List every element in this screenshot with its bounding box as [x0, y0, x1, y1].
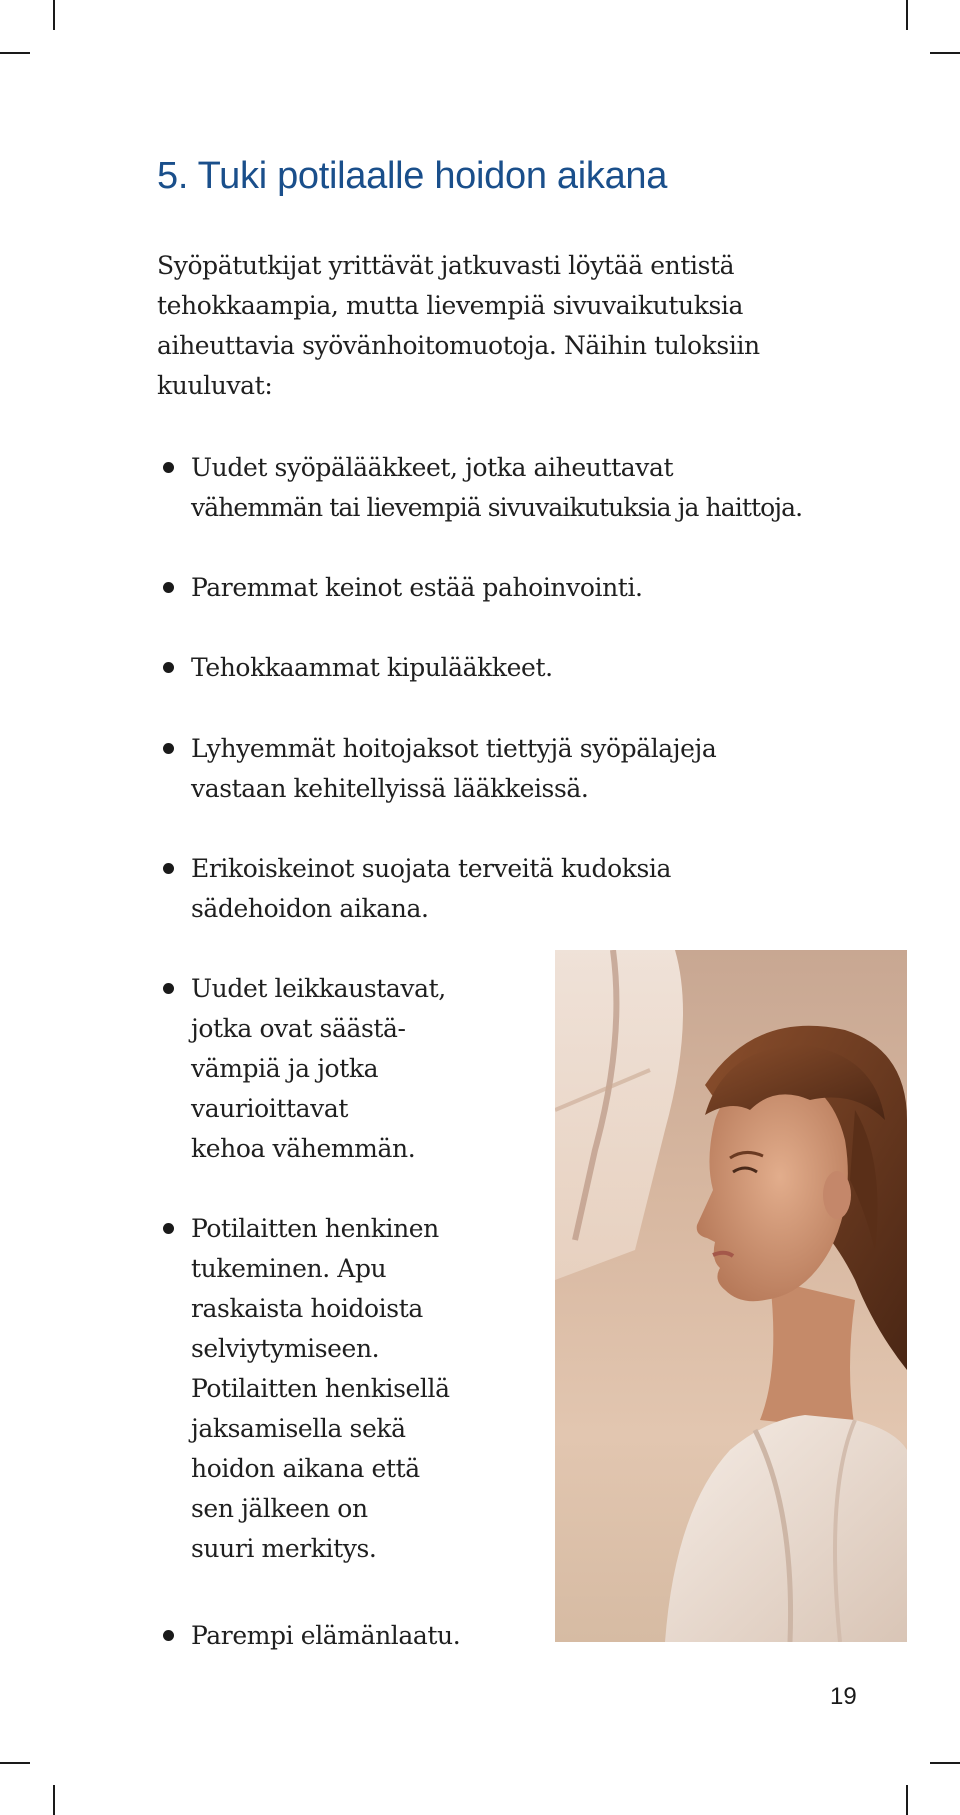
list-item-line: Lyhyemmät hoitojaksot tiettyjä syöpälajeja [191, 734, 717, 763]
list-item-line: selviytymiseen. [191, 1334, 380, 1363]
list-item-line: Potilaitten henkisellä [191, 1374, 450, 1403]
crop-mark [906, 1785, 908, 1815]
list-item-line: Parempi elämänlaatu. [191, 1621, 461, 1650]
page-title: 5. Tuki potilaalle hoidon aikana [157, 155, 668, 197]
bullet-icon [163, 1630, 174, 1641]
intro-paragraph [157, 246, 807, 406]
list-item [157, 849, 671, 929]
crop-mark [906, 0, 908, 30]
bullet-icon [163, 743, 174, 754]
bullet-icon [163, 863, 174, 874]
crop-mark [0, 1762, 30, 1764]
list-item [157, 568, 643, 608]
crop-mark [53, 1785, 55, 1815]
bullet-icon [163, 983, 174, 994]
intro-line: aiheuttavia syövänhoitomuotoja. Näihin tuloksiin [157, 331, 760, 360]
bullet-icon [163, 662, 174, 673]
list-item-line: Tehokkaammat kipulääkkeet. [191, 653, 553, 682]
list-item-line: vämpiä ja jotka [191, 1054, 379, 1083]
list-item [157, 448, 802, 528]
list-item [157, 969, 446, 1169]
bullet-icon [163, 582, 174, 593]
list-item-line: sen jälkeen on [191, 1494, 368, 1523]
intro-line: tehokkaampia, mutta lievempiä sivuvaikutuksia [157, 291, 743, 320]
bullet-icon [163, 1223, 174, 1234]
list-item-line: vastaan kehitellyissä lääkkeissä. [191, 774, 589, 803]
list-item-line: sädehoidon aikana. [191, 894, 429, 923]
list-item-line: jaksamisella sekä [191, 1414, 406, 1443]
list-item-line: tukeminen. Apu [191, 1254, 387, 1283]
list-item-line: raskaista hoidoista [191, 1294, 423, 1323]
list-item-line: Uudet leikkaustavat, [191, 974, 446, 1003]
crop-mark [930, 52, 960, 54]
list-item [157, 1616, 460, 1656]
list-item [157, 1209, 450, 1569]
intro-line: Syöpätutkijat yrittävät jatkuvasti löytää entistä [157, 251, 735, 280]
list-item-line: suuri merkitys. [191, 1534, 377, 1563]
page-number: 19 [830, 1683, 857, 1710]
crop-mark [930, 1762, 960, 1764]
list-item-line: Erikoiskeinot suojata terveitä kudoksia [191, 854, 672, 883]
bullet-icon [163, 462, 174, 473]
woman-portrait-photo [555, 950, 907, 1642]
portrait-illustration [555, 950, 907, 1642]
list-item-line: hoidon aikana että [191, 1454, 420, 1483]
list-item-line: Paremmat keinot estää pahoinvointi. [191, 573, 643, 602]
list-item-line: Uudet syöpälääkkeet, jotka aiheuttavat [191, 453, 674, 482]
list-item-line: kehoa vähemmän. [191, 1134, 416, 1163]
list-item-line: vaurioittavat [191, 1094, 348, 1123]
intro-line: kuuluvat: [157, 371, 273, 400]
list-item-line: Potilaitten henkinen [191, 1214, 439, 1243]
list-item-line: vähemmän tai lievempiä sivuvaikutuksia ja haittoja. [191, 493, 803, 522]
crop-mark [0, 52, 30, 54]
crop-mark [53, 0, 55, 30]
list-item [157, 729, 716, 809]
list-item-line: jotka ovat säästä- [191, 1014, 406, 1043]
list-item [157, 648, 553, 688]
